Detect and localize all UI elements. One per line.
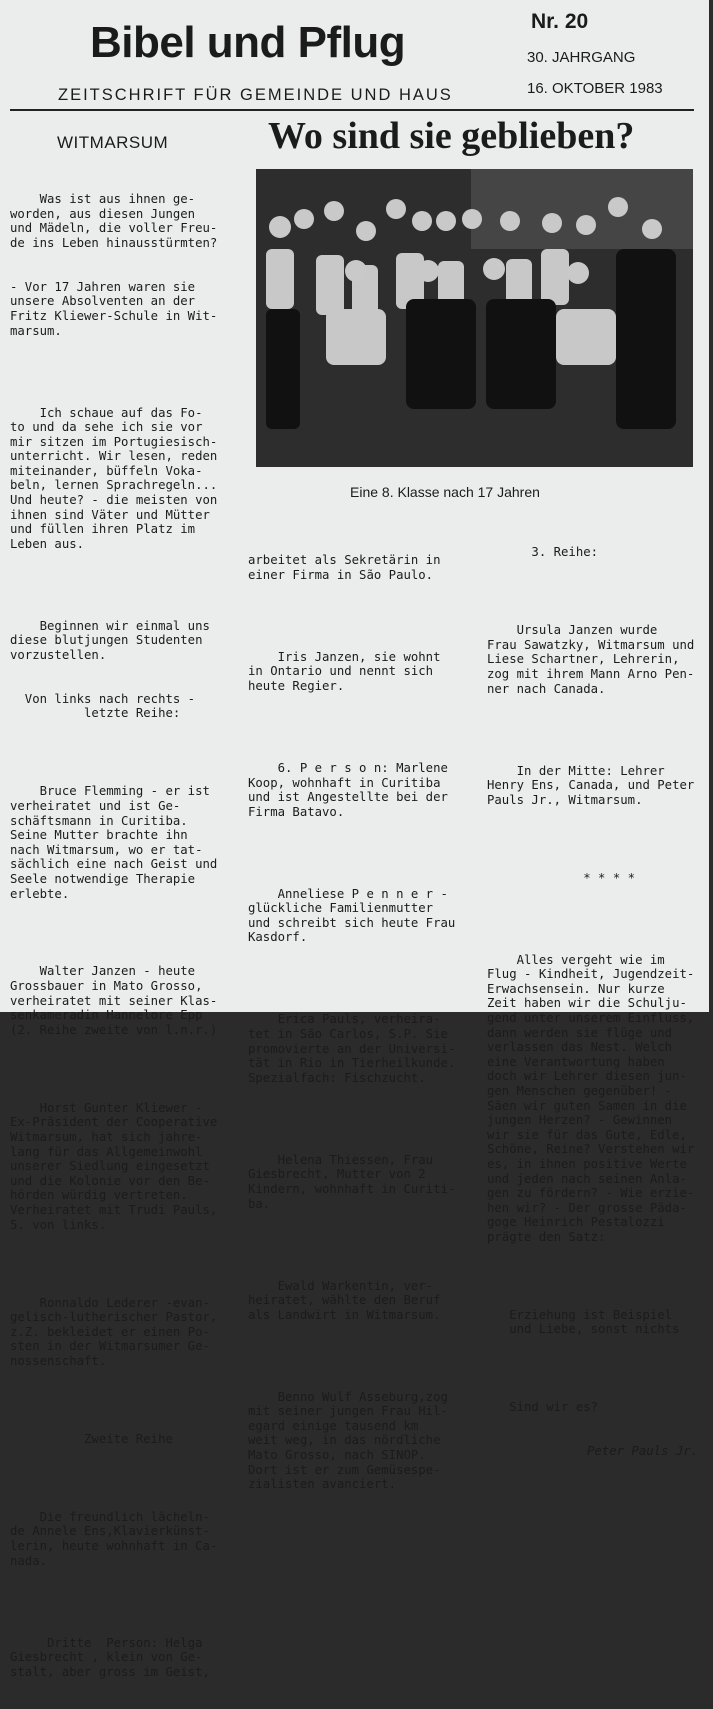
paragraph: Horst Gunter Kliewer - Ex-Präsident der Cooperative Witmarsum, hat sich jahre- lang für das Allgemeinwohl unserer Siedlung eingesetzt und die Kolonie vor den Be- hörden würdig vertreten. Verheiratet mit Trudi Pauls, 5. von links. [10, 1100, 218, 1232]
paragraph: Benno Wulf Asseburg,zog mit seiner jungen Frau Hil- egard einige tausend km weit weg, in das nördliche Mato Grosso, nach SINOP. Dort ist er zum Gemüsespe- zialisten avanciert. [248, 1389, 448, 1492]
paragraph: Erica Pauls, verheira- tet in São Carlos, S.P. Sie promovierte an der Universi- tät in Rio in Tierheilkunde. Spezialfach: Fischzucht. [248, 1012, 456, 1085]
class-photo-graphic [256, 169, 693, 467]
masthead-rule [10, 109, 694, 111]
paragraph: Die freundlich lächeln- de Annele Ens,Klavierkünst- lerin, heute wohnhaft in Ca- nada. [10, 1509, 218, 1568]
issue-number: Nr. 20 [531, 10, 589, 33]
article-column-2 [248, 524, 455, 1521]
section-heading: 3. Reihe: [487, 545, 599, 560]
paragraph: Helena Thiessen, Frau Giesbrecht, Mutter von 2 Kindern, wohnhaft in Curiti- ba. [248, 1152, 456, 1211]
masthead-subtitle: ZEITSCHRIFT FÜR GEMEINDE UND HAUS [58, 86, 453, 104]
issue-date: 16. OKTOBER 1983 [527, 80, 663, 97]
paragraph: arbeitet als Sekretärin in einer Firma in São Paulo. [248, 553, 441, 582]
paragraph: Sind wir es? [487, 1400, 599, 1415]
paragraph: Bruce Flemming - er ist verheiratet und ist Ge- schäftsmann in Curitiba. Seine Mutter brachte ihn nach Witmarsum, wo er tat- sächlich eine nach Geist und Seele notwendige Therapie erlebte. [10, 784, 218, 901]
issue-volume: 30. JAHRGANG [527, 49, 636, 66]
paragraph: Anneliese P e n n e r - glückliche Familienmutter und schreibt sich heute Frau Kasdorf. [248, 886, 456, 945]
article-column-1 [10, 163, 217, 1709]
paragraph: 6. P e r s o n: Marlene Koop, wohnhaft in Curitiba und ist Angestellte bei der Firma Batavo. [248, 760, 448, 819]
class-photo [256, 169, 693, 467]
paragraph: Was ist aus ihnen ge- worden, aus diesen Jungen und Mädeln, die voller Freu- de ins Leben hinausstürmten? [10, 192, 218, 250]
section-heading: Von links nach rechts - letzte Reihe: [24, 691, 196, 721]
paragraph: Ewald Warkentin, ver- heiratet, wählte den Beruf als Landwirt in Witmarsum. [248, 1278, 441, 1322]
paragraph: Ursula Janzen wurde Frau Sawatzky, Witmarsum und Liese Schartner, Lehrerin, zog mit ihrem Mann Arno Pen- ner nach Canada. [487, 623, 695, 696]
paragraph: Iris Janzen, sie wohnt in Ontario und nennt sich heute Regier. [248, 649, 441, 693]
author-signature: Peter Pauls Jr. [587, 1444, 699, 1459]
quote: Erziehung ist Beispiel und Liebe, sonst nichts [509, 1307, 680, 1337]
paragraph: Dritte Person: Helga Giesbrecht , klein von Ge- stalt, aber gross im Geist, [10, 1635, 210, 1679]
masthead-title: Bibel und Pflug [90, 18, 406, 67]
paragraph: - Vor 17 Jahren waren sie unsere Absolventen an der Fritz Kliewer-Schule in Wit- marsum. [10, 279, 218, 338]
photo-caption: Eine 8. Klasse nach 17 Jahren [350, 484, 540, 500]
article-headline: Wo sind sie geblieben? [268, 115, 635, 157]
section-divider: * * * * [487, 870, 636, 885]
paragraph: Beginnen wir einmal uns diese blutjungen Studenten vorzustellen. [10, 618, 210, 662]
paragraph: Walter Janzen - heute Grossbauer in Mato Grosso, verheiratet mit seiner Klas- senkameradin Hannelore Epp (2. Reihe zweite von l.n.r.) [10, 964, 218, 1037]
article-column-3 [487, 516, 698, 1488]
section-heading: Zweite Reihe [10, 1431, 173, 1446]
paragraph: Ich schaue auf das Fo- to und da sehe ich sie vor mir sitzen im Portugiesisch- unterricht. Wir lesen, reden miteinander, büffeln Voka- beln, lernen Sprachregeln... Und heute? - die meisten von ihnen sind Väter und Mütter und füllen ihren Platz im Leben aus. [10, 405, 218, 551]
paragraph: Alles vergeht wie im Flug - Kindheit, Jugendzeit- Erwachsensein. Nur kurze Zeit haben wir die Schulju- gend unter unserem Einfluss, dann werden sie flüge und verlassen das Nest. Welch eine Verantwortung haben doch wir Lehrer diesen jun- gen Menschen gegenüber! - Säen wir guten Samen in die jungen Herzen? - Gewinnen wir sie für das Gute, Edle, Schöne, Reine? Verstehen wir es, in ihnen positive Werte und jeden nach seinen Anla- gen zu fördern? - Wie erzie- hen wir? - Der grosse Päda- goge Heinrich Pestalozzi prägte den Satz: [487, 952, 695, 1244]
paragraph: In der Mitte: Lehrer Henry Ens, Canada, und Peter Pauls Jr., Witmarsum. [487, 763, 695, 807]
paragraph: Ronnaldo Lederer -evan- gelisch-lutherischer Pastor, z.Z. bekleidet er einen Po- sten in der Witmarsumer Ge- nossenschaft. [10, 1295, 218, 1368]
article-kicker: WITMARSUM [57, 133, 169, 152]
